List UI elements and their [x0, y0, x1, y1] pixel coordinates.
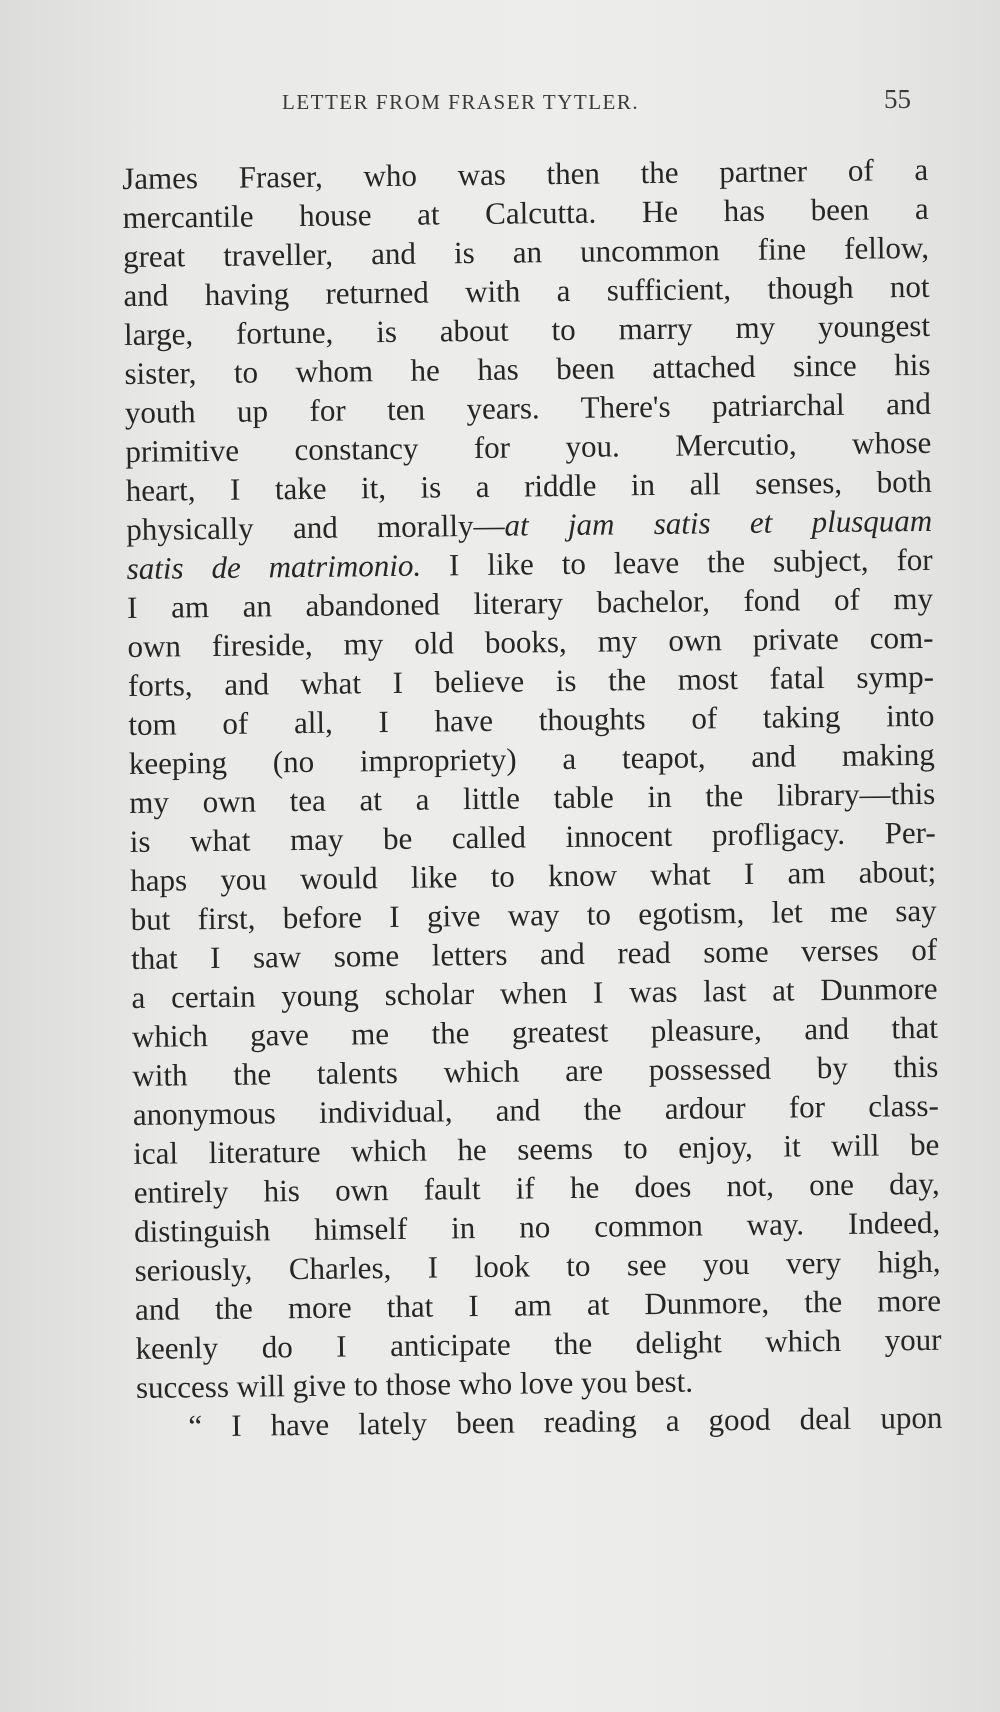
text-line-26: ical literature which he seems to enjoy, it will be	[133, 1126, 940, 1171]
text-line-2: mercantile house at Calcutta. He has been a	[122, 190, 929, 235]
text-line-28: distinguish himself in no common way. Indeed,	[133, 1204, 941, 1249]
text-line-19: haps you would like to know what I am about;	[129, 853, 937, 898]
body-text	[122, 149, 944, 1578]
text-line-3: great traveller, and is an uncommon fine fellow,	[122, 229, 930, 274]
text-line-11-roman: I like to leave the subject, for	[448, 541, 933, 583]
text-line-33: “ I have lately been reading a good deal upon	[188, 1399, 943, 1444]
running-title: LETTER FROM FRASER TYTLER.	[282, 90, 640, 114]
text-line-31: keenly do I anticipate the delight which your	[135, 1321, 942, 1366]
text-line-1: James Fraser, who was then the partner of a	[122, 151, 929, 196]
page-number: 55	[884, 84, 911, 114]
text-line-5: large, fortune, is about to marry my youngest	[123, 307, 931, 352]
text-line-30: and the more that I am at Dunmore, the more	[134, 1282, 942, 1327]
text-line-12: I am an abandoned literary bachelor, fond of my	[126, 580, 934, 625]
text-line-6: sister, to whom he has been attached since his	[124, 346, 931, 391]
text-line-8: primitive constancy for you. Mercutio, whose	[125, 424, 932, 469]
text-line-22: a certain young scholar when I was last at Dunmore	[131, 970, 938, 1015]
text-line-32: success will give to those who love you best.	[135, 1363, 694, 1405]
text-line-27: entirely his own fault if he does not, one day,	[133, 1165, 940, 1210]
text-line-25: anonymous individual, and the ardour for class-	[132, 1087, 939, 1132]
text-line-18: is what may be called innocent profligacy. Per-	[129, 814, 936, 859]
text-line-17: my own tea at a little table in the library—this	[129, 775, 936, 820]
page-header	[0, 86, 1000, 126]
italic-latin-phrase-1: at jam satis et plusquam	[504, 502, 933, 543]
text-line-24: with the talents which are possessed by this	[132, 1048, 939, 1093]
text-line-13: own fireside, my old books, my own private com-	[127, 619, 934, 664]
italic-latin-phrase-2: satis de matrimonio.	[126, 547, 422, 586]
text-line-15: tom of all, I have thoughts of taking into	[128, 697, 935, 742]
text-line-16: keeping (no impropriety) a teapot, and making	[128, 736, 936, 781]
text-line-4: and having returned with a sufficient, though not	[123, 268, 930, 313]
text-line-20: but first, before I give way to egotism, let me say	[130, 892, 937, 937]
text-line-21: that I saw some letters and read some verses of	[130, 931, 938, 976]
text-line-9: heart, I take it, is a riddle in all senses, both	[125, 463, 932, 508]
text-line-29: seriously, Charles, I look to see you very high,	[134, 1243, 941, 1288]
text-line-10-roman: physically and morally—	[126, 507, 505, 547]
text-line-7: youth up for ten years. There's patriarchal and	[124, 385, 932, 430]
text-line-23: which gave me the greatest pleasure, and that	[131, 1009, 939, 1054]
text-line-14: forts, and what I believe is the most fatal symp-	[127, 658, 935, 703]
